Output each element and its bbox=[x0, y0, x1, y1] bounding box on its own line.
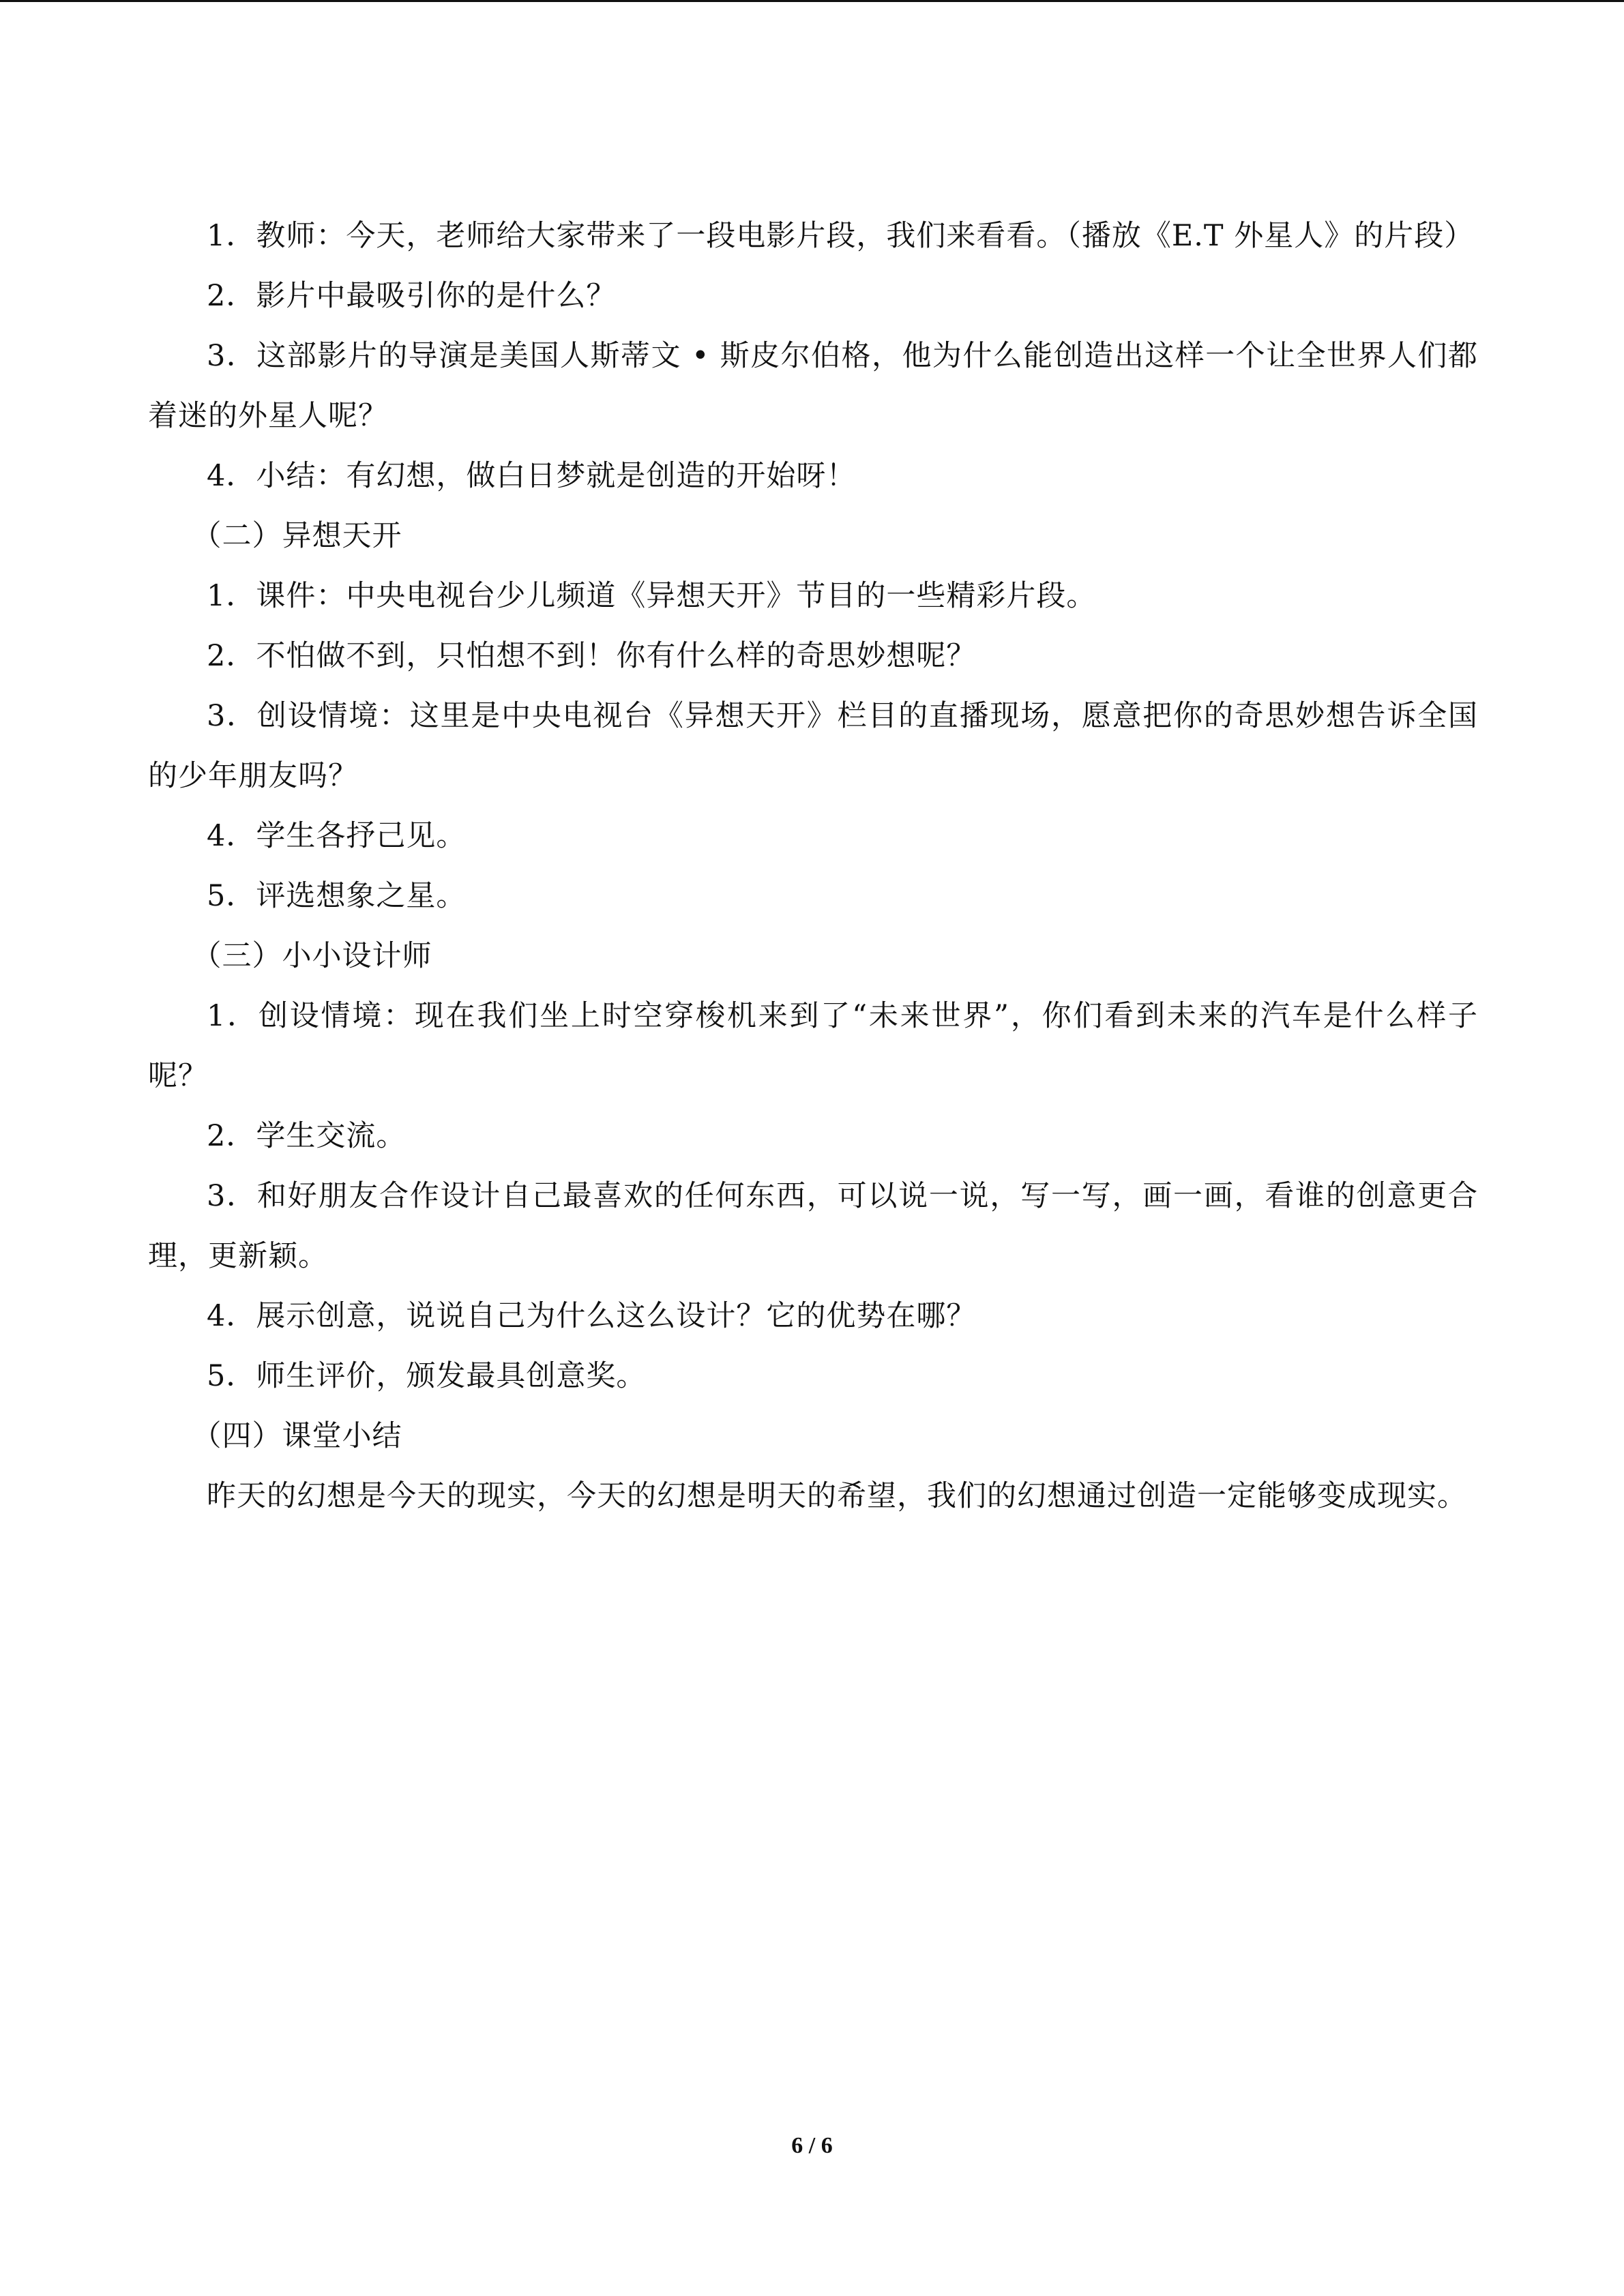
paragraph-9: 5．评选想象之星。 bbox=[207, 879, 467, 913]
paragraph-3: 3．这部影片的导演是美国人斯蒂文 • 斯皮尔伯格，他为什么能创造出这样一个让全世界人们都着迷的外星人呢？ bbox=[148, 339, 1478, 433]
paragraph-7: 3．创设情境：这里是中央电视台《异想天开》栏目的直播现场，愿意把你的奇思妙想告诉全国的少年朋友吗？ bbox=[148, 699, 1478, 793]
paragraph-14: 5．师生评价，颁发最具创意奖。 bbox=[207, 1359, 647, 1393]
paragraph-2: 2．影片中最吸引你的是什么？ bbox=[207, 279, 617, 313]
paragraph-12: 3．和好朋友合作设计自己最喜欢的任何东西，可以说一说，写一写，画一画，看谁的创意更合理，更新颖。 bbox=[148, 1179, 1478, 1273]
paragraph-11: 2．学生交流。 bbox=[207, 1119, 407, 1153]
paragraph-15: 昨天的幻想是今天的现实，今天的幻想是明天的希望，我们的幻想通过创造一定能够变成现实。 bbox=[207, 1479, 1467, 1513]
paragraph-5: 1．课件：中央电视台少儿频道《异想天开》节目的一些精彩片段。 bbox=[207, 579, 1097, 613]
page-number: 6 / 6 bbox=[791, 2133, 833, 2158]
paragraph-6: 2．不怕做不到，只怕想不到！你有什么样的奇思妙想呢？ bbox=[207, 639, 977, 673]
paragraph-1: 1．教师：今天，老师给大家带来了一段电影片段，我们来看看。（播放《E.T 外星人》的片段） bbox=[207, 219, 1475, 253]
section-heading-2: （二）异想天开 bbox=[192, 519, 402, 553]
section-heading-3: （三）小小设计师 bbox=[192, 939, 432, 973]
paragraph-8: 4．学生各抒己见。 bbox=[207, 819, 467, 853]
paragraph-10: 1．创设情境：现在我们坐上时空穿梭机来到了“未来世界”，你们看到未来的汽车是什么样子呢？ bbox=[148, 999, 1478, 1093]
top-border-line bbox=[0, 0, 1624, 2]
section-heading-4: （四）课堂小结 bbox=[192, 1419, 402, 1453]
paragraph-13: 4．展示创意，说说自己为什么这么设计？它的优势在哪？ bbox=[207, 1299, 977, 1333]
document-body bbox=[148, 206, 1478, 1526]
paragraph-4: 4．小结：有幻想，做白日梦就是创造的开始呀！ bbox=[207, 459, 857, 493]
